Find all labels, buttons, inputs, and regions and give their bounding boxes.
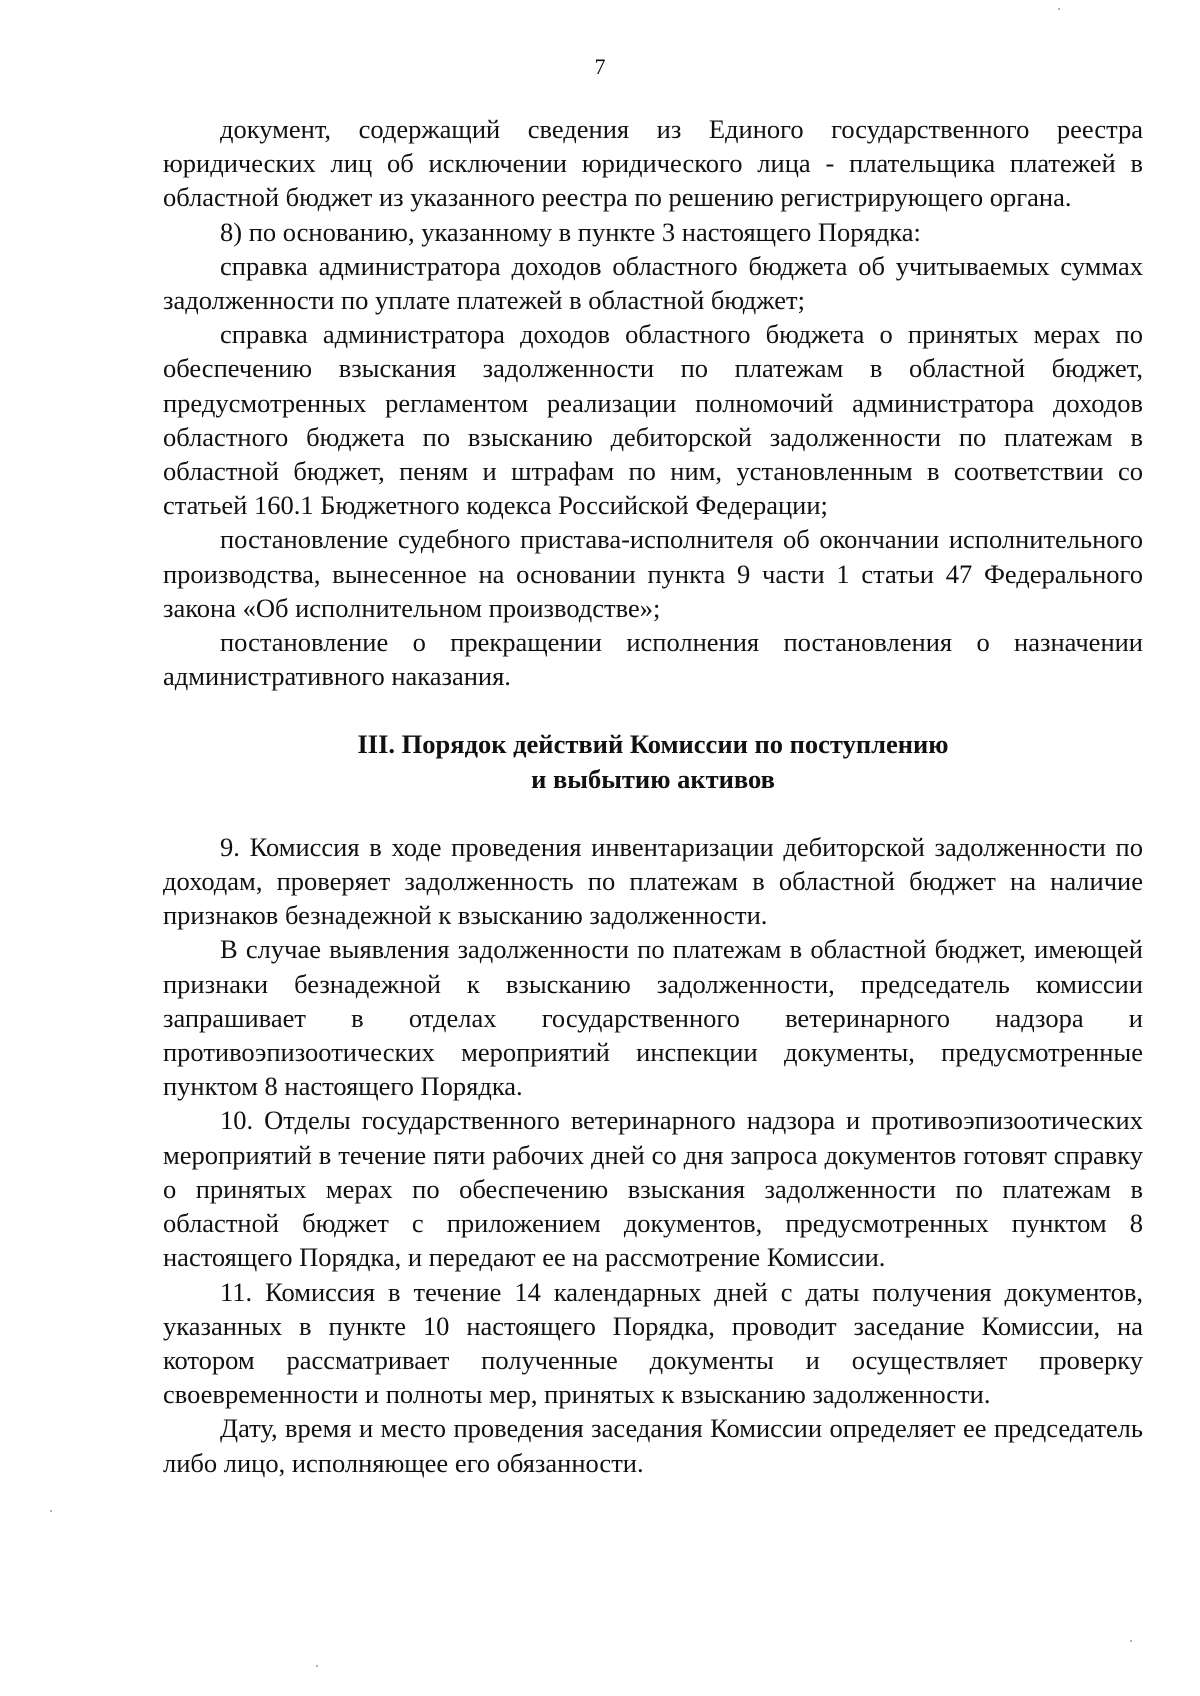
paragraph: справка администратора доходов областного бюджета о принятых мерах по обеспечению взыскания задолженности по платежам в областной бюджет, предусмотренных регламентом реализации полномочий администратора доходов областного бюджета по взысканию дебиторской задолженности по платежам в областной бюджет, пеням и штрафам по ним, установленным в соответствии со статьей 160.1 Бюджетного кодекса Российской Федерации; <box>163 319 1143 521</box>
paragraph: 10. Отделы государственного ветеринарного надзора и противоэпизоотических мероприятий в течение пяти рабочих дней со дня запроса документов готовят справку о принятых мерах по обеспечению взыскания задолженности по платежам в областной бюджет с приложением документов, предусмотренных пунктом 8 настоящего Порядка, и передают ее на рассмотрение Комиссии. <box>163 1105 1143 1273</box>
paragraph: постановление судебного пристава-исполнителя об окончании исполнительного производства, вынесенное на основании пункта 9 части 1 статьи 47 Федерального закона «Об исполнительном производстве»; <box>163 524 1143 623</box>
paragraph: документ, содержащий сведения из Единого государственного реестра юридических лиц об исключении юридического лица - плательщика платежей в областной бюджет из указанного реестра по решению регистрирующего органа. <box>163 114 1143 213</box>
paragraph: Дату, время и место проведения заседания Комиссии определяет ее председатель либо лицо, исполняющее его обязанности. <box>163 1413 1143 1478</box>
paragraph: 8) по основанию, указанному в пункте 3 настоящего Порядка: <box>220 216 921 247</box>
paragraph: справка администратора доходов областного бюджета об учитываемых суммах задолженности по уплате платежей в областной бюджет; <box>163 250 1143 316</box>
paragraph: постановление о прекращении исполнения постановления о назначении административного наказания. <box>163 627 1143 692</box>
paragraph: 9. Комиссия в ходе проведения инвентаризации дебиторской задолженности по доходам, проверяет задолженность по платежам в областной бюджет на наличие признаков безнадежной к взысканию задолженности. <box>163 831 1143 931</box>
scan-speck <box>1130 1640 1132 1642</box>
page-number: 7 <box>594 54 606 79</box>
scan-speck <box>50 1510 52 1512</box>
scan-speck <box>316 1665 318 1667</box>
section-heading-line-1: III. Порядок действий Комиссии по поступлению <box>357 729 949 760</box>
document-body <box>163 112 1143 1480</box>
paragraph: 11. Комиссия в течение 14 календарных дней с даты получения документов, указанных в пункте 10 настоящего Порядка, проводит заседание Комиссии, на котором рассматривает полученные документы и осуществляет проверку своевременности и полноты мер, принятых к взысканию задолженности. <box>163 1276 1143 1410</box>
scan-speck <box>1058 8 1060 10</box>
section-heading-line-2: и выбытию активов <box>531 763 775 794</box>
paragraph: В случае выявления задолженности по платежам в областной бюджет, имеющей признаки безнадежной к взысканию задолженности, председатель комиссии запрашивает в отделах государственного ветеринарного надзора и противоэпизоотических мероприятий инспекции документы, предусмотренные пунктом 8 настоящего Порядка. <box>163 934 1143 1102</box>
section-heading <box>163 727 1143 795</box>
